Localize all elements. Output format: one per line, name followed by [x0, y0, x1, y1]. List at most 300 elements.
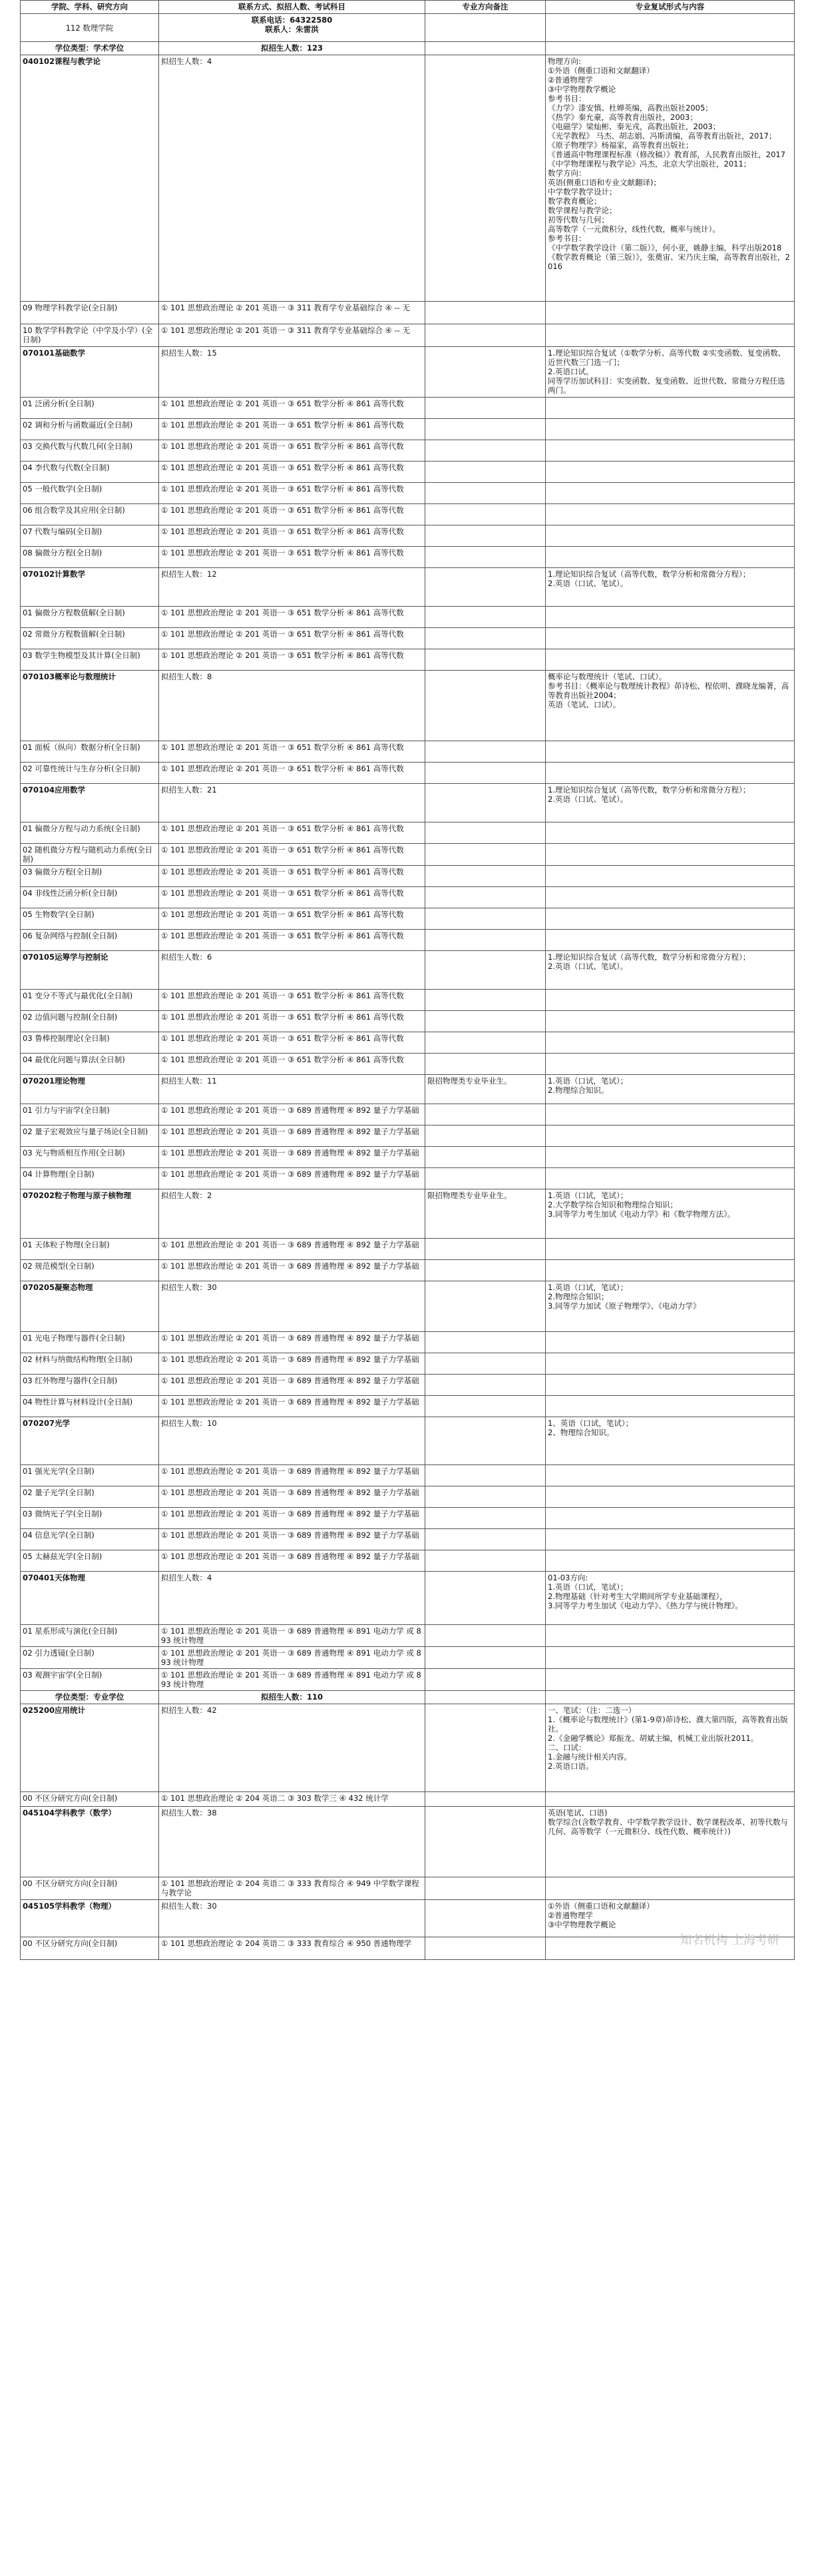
direction-exam-subjects: ① 101 思想政治理论 ② 201 英语一 ③ 651 数学分析 ④ 861 高等代数 [159, 763, 425, 784]
direction-retest-empty [546, 763, 795, 784]
direction-note-empty [425, 483, 546, 504]
direction-retest-empty [546, 419, 795, 440]
degree-type-note-empty [425, 1691, 546, 1704]
direction-retest-empty [546, 1054, 795, 1075]
direction-exam-subjects: ① 101 思想政治理论 ② 201 英语一 ③ 651 数学分析 ④ 861 高等代数 [159, 844, 425, 866]
direction-exam-subjects: ① 101 思想政治理论 ② 204 英语二 ③ 333 教育综合 ④ 949 中学数学课程与教学论 [159, 1877, 425, 1900]
direction-retest-empty [546, 1332, 795, 1353]
direction-retest-empty [546, 822, 795, 844]
direction-retest-empty [546, 628, 795, 649]
direction-name: 01 天体粒子物理(全日制) [21, 1239, 159, 1260]
degree-type-retest-empty [546, 1691, 795, 1704]
direction-row [21, 1011, 795, 1032]
direction-exam-subjects: ① 101 思想政治理论 ② 201 英语一 ③ 689 普通物理 ④ 891 电动力学 或 893 统计物理 [159, 1647, 425, 1669]
direction-exam-subjects: ① 101 思想政治理论 ② 201 英语一 ③ 311 教育学专业基础综合 ④ -- 无 [159, 324, 425, 347]
direction-retest-empty [546, 547, 795, 568]
header-direction: 学院、学科、研究方向 [21, 1, 159, 14]
direction-retest-empty [546, 324, 795, 347]
direction-name: 07 代数与编码(全日制) [21, 525, 159, 547]
major-retest: 1.英语（口试，笔试）； 2.大学数学综合知识和物理综合知识； 3.同等学力考生加试《电动力学》和《数学物理方法》。 [546, 1189, 795, 1239]
direction-exam-subjects: ① 101 思想政治理论 ② 201 英语一 ③ 651 数学分析 ④ 861 高等代数 [159, 398, 425, 419]
direction-row [21, 1353, 795, 1375]
direction-note-empty [425, 1054, 546, 1075]
direction-name: 01 偏微分方程与动力系统(全日制) [21, 822, 159, 844]
major-code: 070101基础数学 [21, 347, 159, 398]
direction-name: 04 计算物理(全日制) [21, 1168, 159, 1189]
direction-name: 01 偏微分方程数值解(全日制) [21, 607, 159, 628]
direction-retest-empty [546, 1529, 795, 1550]
direction-note-empty [425, 1396, 546, 1417]
major-row [21, 1704, 795, 1792]
major-note [425, 951, 546, 990]
degree-type-row [21, 42, 795, 55]
direction-row [21, 1486, 795, 1508]
major-note [425, 568, 546, 607]
direction-name: 02 引力透镜(全日制) [21, 1647, 159, 1669]
direction-note-empty [425, 649, 546, 671]
direction-name: 01 星系形成与演化(全日制) [21, 1625, 159, 1647]
direction-name: 10 数学学科教学论（中学及小学）(全日制) [21, 324, 159, 347]
direction-note-empty [425, 1937, 546, 1960]
direction-note-empty [425, 547, 546, 568]
direction-note-empty [425, 1375, 546, 1396]
major-code: 070207光学 [21, 1417, 159, 1465]
major-row [21, 347, 795, 398]
direction-exam-subjects: ① 101 思想政治理论 ② 201 英语一 ③ 689 普通物理 ④ 892 量子力学基础 [159, 1332, 425, 1353]
direction-retest-empty [546, 1147, 795, 1168]
direction-name: 00 不区分研究方向(全日制) [21, 1792, 159, 1807]
direction-row [21, 844, 795, 866]
direction-row [21, 930, 795, 951]
major-note [425, 1704, 546, 1792]
direction-exam-subjects: ① 101 思想政治理论 ② 201 英语一 ③ 651 数学分析 ④ 861 高等代数 [159, 866, 425, 887]
direction-row [21, 1375, 795, 1396]
direction-retest-empty [546, 1550, 795, 1572]
direction-retest-empty [546, 887, 795, 908]
major-code: 070202粒子物理与原子核物理 [21, 1189, 159, 1239]
direction-retest-empty [546, 1168, 795, 1189]
school-row [21, 14, 795, 42]
major-retest: 一、笔试：（注：二选一） 1.《概率论与数理统计》(第1-9章)茆诗松、濮大第四版，高等教育出版社。 2.《金融学概论》郑振龙、胡斌主编，机械工业出版社2011。 二、口试： 1.金融与统计相关内容。 2.英语口语。 [546, 1704, 795, 1792]
direction-name: 02 量子宏观效应与量子场论(全日制) [21, 1126, 159, 1147]
direction-row [21, 1625, 795, 1647]
direction-name: 04 李代数与代数(全日制) [21, 462, 159, 483]
direction-exam-subjects: ① 101 思想政治理论 ② 201 英语一 ③ 651 数学分析 ④ 861 高等代数 [159, 504, 425, 525]
major-code: 045105学科教学（物理） [21, 1900, 159, 1937]
direction-exam-subjects: ① 101 思想政治理论 ② 201 英语一 ③ 689 普通物理 ④ 892 量子力学基础 [159, 1126, 425, 1147]
direction-row [21, 649, 795, 671]
major-retest: ①外语（侧重口语和文献翻译） ②普通物理学 ③中学物理教学概论 [546, 1900, 795, 1937]
direction-exam-subjects: ① 101 思想政治理论 ② 201 英语一 ③ 689 普通物理 ④ 892 量子力学基础 [159, 1104, 425, 1126]
direction-retest-empty [546, 908, 795, 930]
major-quota: 拟招生人数：38 [159, 1807, 425, 1877]
direction-name: 02 调和分析与函数逼近(全日制) [21, 419, 159, 440]
direction-row [21, 1260, 795, 1281]
direction-note-empty [425, 887, 546, 908]
major-code: 070205凝聚态物理 [21, 1281, 159, 1332]
direction-name: 02 量子光学(全日制) [21, 1486, 159, 1508]
direction-name: 03 观测宇宙学(全日制) [21, 1669, 159, 1691]
major-row [21, 1417, 795, 1465]
direction-retest-empty [546, 844, 795, 866]
direction-row [21, 302, 795, 324]
direction-name: 01 泛函分析(全日制) [21, 398, 159, 419]
direction-row [21, 1126, 795, 1147]
direction-name: 01 引力与宇宙学(全日制) [21, 1104, 159, 1126]
direction-note-empty [425, 398, 546, 419]
degree-type-quota: 拟招生人数：110 [159, 1691, 425, 1704]
major-quota: 拟招生人数：8 [159, 671, 425, 741]
direction-retest-empty [546, 1508, 795, 1529]
major-note: 限招物理类专业毕业生。 [425, 1075, 546, 1104]
direction-name: 00 不区分研究方向(全日制) [21, 1937, 159, 1960]
direction-name: 02 边值问题与控制(全日制) [21, 1011, 159, 1032]
major-row [21, 784, 795, 822]
direction-note-empty [425, 763, 546, 784]
direction-row [21, 1104, 795, 1126]
direction-row [21, 1332, 795, 1353]
direction-name: 01 面板（纵向）数据分析(全日制) [21, 741, 159, 763]
major-retest: 概率论与数理统计（笔试、口试）。 参考书目：《概率论与数理统计教程》茆诗松、程依明、濮晓龙编著，高等教育出版社2004； 英语（笔试、口试）。 [546, 671, 795, 741]
direction-exam-subjects: ① 101 思想政治理论 ② 204 英语二 ③ 303 数学三 ④ 432 统计学 [159, 1792, 425, 1807]
admissions-catalog-table-container [20, 0, 794, 1960]
direction-exam-subjects: ① 101 思想政治理论 ② 201 英语一 ③ 651 数学分析 ④ 861 高等代数 [159, 908, 425, 930]
direction-name: 03 光与物质相互作用(全日制) [21, 1147, 159, 1168]
major-code: 070104应用数学 [21, 784, 159, 822]
direction-retest-empty [546, 741, 795, 763]
direction-exam-subjects: ① 101 思想政治理论 ② 201 英语一 ③ 689 普通物理 ④ 892 量子力学基础 [159, 1375, 425, 1396]
major-quota: 拟招生人数：42 [159, 1704, 425, 1792]
direction-name: 03 交换代数与代数几何(全日制) [21, 440, 159, 462]
major-quota: 拟招生人数：30 [159, 1900, 425, 1937]
direction-exam-subjects: ① 101 思想政治理论 ② 201 英语一 ③ 689 普通物理 ④ 892 量子力学基础 [159, 1147, 425, 1168]
school-phone: 联系电话：64322580 [251, 15, 333, 25]
degree-type-note-empty [425, 42, 546, 55]
major-note [425, 1807, 546, 1877]
major-note [425, 1417, 546, 1465]
major-retest: 01-03方向: 1.英语（口试，笔试）； 2.物理基础（针对考生大学期间所学专业基础课程）， 3.同等学力考生加试《电动力学》、《热力学与统计物理》。 [546, 1572, 795, 1625]
degree-type-quota: 拟招生人数：123 [159, 42, 425, 55]
major-quota: 拟招生人数：15 [159, 347, 425, 398]
direction-name: 04 最优化问题与算法(全日制) [21, 1054, 159, 1075]
major-note [425, 784, 546, 822]
direction-name: 03 红外物理与器件(全日制) [21, 1375, 159, 1396]
direction-note-empty [425, 990, 546, 1011]
direction-row [21, 1669, 795, 1691]
direction-exam-subjects: ① 101 思想政治理论 ② 201 英语一 ③ 689 普通物理 ④ 892 量子力学基础 [159, 1465, 425, 1486]
school-note-empty [425, 14, 546, 42]
direction-row [21, 1529, 795, 1550]
direction-name: 03 数学生物模型及其计算(全日制) [21, 649, 159, 671]
header-exam: 联系方式、拟招人数、考试科目 [159, 1, 425, 14]
direction-note-empty [425, 741, 546, 763]
direction-name: 00 不区分研究方向(全日制) [21, 1877, 159, 1900]
direction-retest-empty [546, 1625, 795, 1647]
direction-name: 06 复杂网络与控制(全日制) [21, 930, 159, 951]
major-retest: 1.理论知识综合复试（①数学分析、高等代数 ②实变函数、复变函数、近世代数三门选一门； 2.英语口试。 同等学历加试科目：实变函数、复变函数、近世代数、常微分方程任选两门。 [546, 347, 795, 398]
direction-retest-empty [546, 1239, 795, 1260]
direction-note-empty [425, 1465, 546, 1486]
major-row [21, 1075, 795, 1104]
degree-type-label: 学位类型：专业学位 [21, 1691, 159, 1704]
direction-exam-subjects: ① 101 思想政治理论 ② 201 英语一 ③ 689 普通物理 ④ 892 量子力学基础 [159, 1353, 425, 1375]
direction-exam-subjects: ① 101 思想政治理论 ② 201 英语一 ③ 689 普通物理 ④ 892 量子力学基础 [159, 1486, 425, 1508]
direction-note-empty [425, 1032, 546, 1054]
direction-note-empty [425, 1168, 546, 1189]
direction-name: 05 一般代数学(全日制) [21, 483, 159, 504]
direction-note-empty [425, 1260, 546, 1281]
direction-retest-empty [546, 1260, 795, 1281]
direction-note-empty [425, 844, 546, 866]
major-retest: 1.理论知识综合复试（高等代数，数学分析和常微分方程）； 2.英语（口试、笔试）。 [546, 784, 795, 822]
major-quota: 拟招生人数：4 [159, 55, 425, 302]
header-note: 专业方向备注 [425, 1, 546, 14]
direction-name: 03 鲁棒控制理论(全日制) [21, 1032, 159, 1054]
direction-exam-subjects: ① 101 思想政治理论 ② 201 英语一 ③ 651 数学分析 ④ 861 高等代数 [159, 930, 425, 951]
direction-note-empty [425, 1104, 546, 1126]
direction-note-empty [425, 440, 546, 462]
direction-row [21, 1877, 795, 1900]
major-retest: 物理方向: ①外语（侧重口语和文献翻译） ②普通物理学 ③中学物理教学概论 参考书目： 《力学》漆安慎、杜婵英编，高教出版社2005； 《热学》秦允豪，高等教育出版社，2003； 《电磁学》梁灿彬、秦光戎，高教出版社，2003； 《光学教程》 马杰、胡志娟、冯斯清编，高等教育出版社，2017； 《原子物理学》杨福家，高等教育出版社； 《普通高中物理课程标准（修改稿）》教育部，人民教育出版社，2017 《中学物理课程与教学论》冯杰，北京大学出版社，2011； 数学方向： 英语(侧重口语和专业文献翻译)； 中学数学教学设计； 数学教育概论； 数学课程与教学论； 初等代数与几何； 高等数学（一元微积分，线性代数，概率与统计）。 参考书目： 《中学数学教学设计（第二版）》，何小亚，姚静主编，科学出版2018 《数学教育概论（第三版）》，张奠宙、宋乃庆主编，高等教育出版社，2016 [546, 55, 795, 302]
direction-exam-subjects: ① 101 思想政治理论 ② 201 英语一 ③ 689 普通物理 ④ 892 量子力学基础 [159, 1529, 425, 1550]
direction-exam-subjects: ① 101 思想政治理论 ② 201 英语一 ③ 651 数学分析 ④ 861 高等代数 [159, 483, 425, 504]
major-quota: 拟招生人数：4 [159, 1572, 425, 1625]
school-name: 112 数理学院 [21, 14, 159, 42]
direction-note-empty [425, 822, 546, 844]
direction-name: 02 可靠性统计与生存分析(全日制) [21, 763, 159, 784]
major-row [21, 1572, 795, 1625]
direction-row [21, 822, 795, 844]
direction-note-empty [425, 302, 546, 324]
direction-note-empty [425, 1011, 546, 1032]
direction-exam-subjects: ① 101 思想政治理论 ② 201 英语一 ③ 689 普通物理 ④ 892 量子力学基础 [159, 1396, 425, 1417]
admissions-catalog-table [20, 0, 795, 1960]
direction-note-empty [425, 1669, 546, 1691]
direction-name: 05 生物数学(全日制) [21, 908, 159, 930]
direction-exam-subjects: ① 101 思想政治理论 ② 201 英语一 ③ 689 普通物理 ④ 891 电动力学 或 893 统计物理 [159, 1669, 425, 1691]
direction-note-empty [425, 1792, 546, 1807]
direction-note-empty [425, 930, 546, 951]
direction-name: 03 微纳光子学(全日制) [21, 1508, 159, 1529]
direction-row [21, 1168, 795, 1189]
major-code: 070401天体物理 [21, 1572, 159, 1625]
major-note [425, 1900, 546, 1937]
direction-note-empty [425, 866, 546, 887]
direction-row [21, 398, 795, 419]
major-retest: 1.英语（口试，笔试）； 2.物理综合知识。 [546, 1075, 795, 1104]
direction-retest-empty [546, 1011, 795, 1032]
direction-exam-subjects: ① 101 思想政治理论 ② 201 英语一 ③ 689 普通物理 ④ 892 量子力学基础 [159, 1550, 425, 1572]
degree-type-retest-empty [546, 42, 795, 55]
direction-row [21, 440, 795, 462]
major-retest: 1.理论知识综合复试（高等代数，数学分析和常微分方程）； 2.英语（口试、笔试）。 [546, 951, 795, 990]
direction-exam-subjects: ① 101 思想政治理论 ② 201 英语一 ③ 651 数学分析 ④ 861 高等代数 [159, 547, 425, 568]
direction-retest-empty [546, 649, 795, 671]
direction-row [21, 547, 795, 568]
direction-retest-empty [546, 607, 795, 628]
direction-note-empty [425, 525, 546, 547]
direction-row [21, 1550, 795, 1572]
direction-retest-empty [546, 1353, 795, 1375]
direction-exam-subjects: ① 101 思想政治理论 ② 201 英语一 ③ 651 数学分析 ④ 861 高等代数 [159, 1032, 425, 1054]
major-code: 070201理论物理 [21, 1075, 159, 1104]
direction-row [21, 1937, 795, 1960]
direction-row [21, 1396, 795, 1417]
major-row [21, 568, 795, 607]
direction-name: 02 规范模型(全日制) [21, 1260, 159, 1281]
major-quota: 拟招生人数：30 [159, 1281, 425, 1332]
major-note [425, 55, 546, 302]
direction-exam-subjects: ① 101 思想政治理论 ② 201 英语一 ③ 311 教育学专业基础综合 ④ -- 无 [159, 302, 425, 324]
direction-note-empty [425, 1239, 546, 1260]
direction-name: 04 非线性泛函分析(全日制) [21, 887, 159, 908]
direction-note-empty [425, 1877, 546, 1900]
school-contact-info [159, 14, 425, 42]
direction-row [21, 1647, 795, 1669]
direction-retest-empty [546, 302, 795, 324]
major-row [21, 951, 795, 990]
major-retest: 英语(笔试、口语) 数学综合(含数学教育、中学数学教学设计、数学课程改革、初等代数与几何、高等数学（一元微积分、线性代数、概率统计）) [546, 1807, 795, 1877]
direction-name: 03 偏微分方程(全日制) [21, 866, 159, 887]
direction-retest-empty [546, 1104, 795, 1126]
direction-row [21, 741, 795, 763]
direction-note-empty [425, 419, 546, 440]
direction-name: 02 材料与纳微结构物理(全日制) [21, 1353, 159, 1375]
direction-exam-subjects: ① 101 思想政治理论 ② 201 英语一 ③ 651 数学分析 ④ 861 高等代数 [159, 822, 425, 844]
direction-row [21, 1054, 795, 1075]
degree-type-label: 学位类型：学术学位 [21, 42, 159, 55]
direction-note-empty [425, 1550, 546, 1572]
major-code: 045104学科教学（数学） [21, 1807, 159, 1877]
direction-row [21, 525, 795, 547]
major-row [21, 671, 795, 741]
direction-row [21, 1147, 795, 1168]
degree-type-row [21, 1691, 795, 1704]
direction-retest-empty [546, 398, 795, 419]
major-quota: 拟招生人数：10 [159, 1417, 425, 1465]
direction-row [21, 504, 795, 525]
direction-name: 02 常微分方程数值解(全日制) [21, 628, 159, 649]
school-contact: 联系人：朱雷洪 [265, 25, 319, 34]
direction-retest-empty [546, 1396, 795, 1417]
direction-row [21, 1792, 795, 1807]
major-quota: 拟招生人数：11 [159, 1075, 425, 1104]
direction-name: 09 物理学科教学论(全日制) [21, 302, 159, 324]
direction-name: 01 变分不等式与最优化(全日制) [21, 990, 159, 1011]
direction-exam-subjects: ① 101 思想政治理论 ② 201 英语一 ③ 689 普通物理 ④ 892 量子力学基础 [159, 1508, 425, 1529]
direction-row [21, 324, 795, 347]
direction-note-empty [425, 1625, 546, 1647]
direction-note-empty [425, 1353, 546, 1375]
direction-exam-subjects: ① 101 思想政治理论 ② 201 英语一 ③ 651 数学分析 ④ 861 高等代数 [159, 741, 425, 763]
major-code: 070105运筹学与控制论 [21, 951, 159, 990]
direction-row [21, 763, 795, 784]
table-header-row [21, 1, 795, 14]
direction-retest-empty [546, 1647, 795, 1669]
direction-retest-empty [546, 1126, 795, 1147]
direction-name: 01 强光光学(全日制) [21, 1465, 159, 1486]
direction-exam-subjects: ① 101 思想政治理论 ② 201 英语一 ③ 651 数学分析 ④ 861 高等代数 [159, 628, 425, 649]
direction-retest-empty [546, 1669, 795, 1691]
direction-note-empty [425, 324, 546, 347]
direction-retest-empty [546, 1792, 795, 1807]
direction-retest-empty [546, 1465, 795, 1486]
direction-exam-subjects: ① 101 思想政治理论 ② 201 英语一 ③ 689 普通物理 ④ 892 量子力学基础 [159, 1168, 425, 1189]
direction-retest-empty [546, 866, 795, 887]
major-row [21, 55, 795, 302]
major-row [21, 1189, 795, 1239]
major-code: 040102课程与教学论 [21, 55, 159, 302]
direction-row [21, 483, 795, 504]
major-retest: 1、英语（口试，笔试）； 2、物理综合知识。 [546, 1417, 795, 1465]
direction-note-empty [425, 1332, 546, 1353]
direction-note-empty [425, 1147, 546, 1168]
direction-row [21, 866, 795, 887]
direction-retest-empty [546, 440, 795, 462]
watermark-text: 知名机构 上海考研 [680, 1933, 779, 1947]
direction-exam-subjects: ① 101 思想政治理论 ② 201 英语一 ③ 651 数学分析 ④ 861 高等代数 [159, 1054, 425, 1075]
direction-name: 06 组合数学及其应用(全日制) [21, 504, 159, 525]
direction-row [21, 887, 795, 908]
school-retest-empty [546, 14, 795, 42]
direction-exam-subjects: ① 101 思想政治理论 ② 201 英语一 ③ 651 数学分析 ④ 861 高等代数 [159, 419, 425, 440]
direction-exam-subjects: ① 101 思想政治理论 ② 201 英语一 ③ 651 数学分析 ④ 861 高等代数 [159, 607, 425, 628]
major-retest: 1.英语（口试，笔试）； 2.物理综合知识； 3.同等学力加试《原子物理学》、《电动力学》 [546, 1281, 795, 1332]
major-quota: 拟招生人数：6 [159, 951, 425, 990]
direction-retest-empty [546, 525, 795, 547]
direction-exam-subjects: ① 101 思想政治理论 ② 201 英语一 ③ 651 数学分析 ④ 861 高等代数 [159, 649, 425, 671]
direction-note-empty [425, 1529, 546, 1550]
direction-name: 08 偏微分方程(全日制) [21, 547, 159, 568]
direction-retest-empty [546, 930, 795, 951]
direction-exam-subjects: ① 101 思想政治理论 ② 201 英语一 ③ 651 数学分析 ④ 861 高等代数 [159, 440, 425, 462]
major-quota: 拟招生人数：12 [159, 568, 425, 607]
direction-note-empty [425, 462, 546, 483]
direction-exam-subjects: ① 101 思想政治理论 ② 201 英语一 ③ 651 数学分析 ④ 861 高等代数 [159, 990, 425, 1011]
direction-retest-empty [546, 1032, 795, 1054]
major-note [425, 347, 546, 398]
major-row [21, 1281, 795, 1332]
major-code: 070103概率论与数理统计 [21, 671, 159, 741]
direction-name: 02 随机微分方程与随机动力系统(全日制) [21, 844, 159, 866]
major-note: 限招物理类专业毕业生。 [425, 1189, 546, 1239]
direction-exam-subjects: ① 101 思想政治理论 ② 201 英语一 ③ 689 普通物理 ④ 892 量子力学基础 [159, 1239, 425, 1260]
major-code: 070102计算数学 [21, 568, 159, 607]
major-retest: 1.理论知识综合复试（高等代数，数学分析和常微分方程）； 2.英语（口试、笔试）。 [546, 568, 795, 607]
direction-note-empty [425, 504, 546, 525]
direction-name: 01 光电子物理与器件(全日制) [21, 1332, 159, 1353]
direction-retest-empty [546, 483, 795, 504]
major-note [425, 1572, 546, 1625]
direction-exam-subjects: ① 101 思想政治理论 ② 201 英语一 ③ 689 普通物理 ④ 892 量子力学基础 [159, 1260, 425, 1281]
direction-exam-subjects: ① 101 思想政治理论 ② 201 英语一 ③ 651 数学分析 ④ 861 高等代数 [159, 525, 425, 547]
major-row [21, 1900, 795, 1937]
direction-name: 04 信息光学(全日制) [21, 1529, 159, 1550]
direction-note-empty [425, 607, 546, 628]
direction-note-empty [425, 908, 546, 930]
direction-retest-empty [546, 990, 795, 1011]
major-note [425, 671, 546, 741]
direction-note-empty [425, 1486, 546, 1508]
direction-exam-subjects: ① 101 思想政治理论 ② 201 英语一 ③ 651 数学分析 ④ 861 高等代数 [159, 462, 425, 483]
direction-row [21, 1465, 795, 1486]
direction-row [21, 628, 795, 649]
direction-retest-empty [546, 1877, 795, 1900]
direction-note-empty [425, 1647, 546, 1669]
major-quota: 拟招生人数：21 [159, 784, 425, 822]
direction-retest-empty [546, 1375, 795, 1396]
direction-row [21, 462, 795, 483]
